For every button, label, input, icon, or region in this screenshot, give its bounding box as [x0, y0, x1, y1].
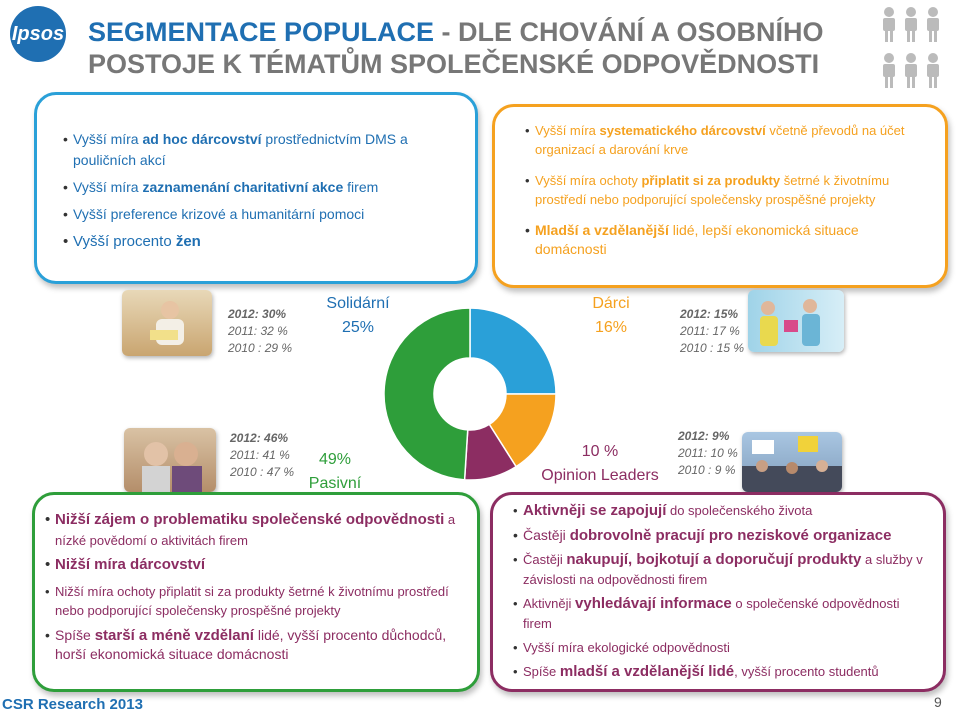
pasivni-label: 49% Pasivní [308, 451, 362, 492]
people-icon [880, 4, 956, 94]
list-item: • Nižší míra dárcovství [45, 555, 465, 574]
elderly-couple-photo [124, 428, 216, 492]
list-item: • Častěji nakupují, bojkotují a doporučují produkty a služby v závislosti na odpovědnosti firem [513, 550, 931, 590]
pasivni-box [32, 492, 480, 692]
pasivni-stats: 2012: 46% 2011: 41 % 2010 : 47 % [230, 431, 295, 479]
darci-stats: 2012: 15% 2011: 17 % 2010 : 15 % [680, 307, 745, 355]
solidarni-stats: 2012: 30% 2011: 32 % 2010 : 29 % [228, 307, 293, 355]
opinion-list [513, 501, 931, 682]
list-item: • Nižší míra ochoty připlatit si za produkty šetrné k životnímu prostředí nebo podporující společensky prospěšné projekty [45, 582, 465, 620]
list-item: • Vyšší míra zaznamenání charitativní akce firem [63, 177, 461, 198]
donut-slice-3 [384, 308, 470, 480]
opinion-label: 10 % Opinion Leaders [541, 443, 659, 484]
protest-photo [742, 432, 842, 492]
list-item: • Spíše starší a méně vzdělaní lidé, vyšší procento důchodců, horší ekonomická situace domácnosti [45, 626, 465, 664]
list-item: • Vyšší míra ochoty připlatit si za produkty šetrné k životnímu prostředí nebo podporující společensky prospěšné projekty [525, 171, 931, 209]
page-title [88, 16, 848, 80]
title-part2: - DLE CHOVÁNÍ A OSOBNÍHO POSTOJE K TÉMATŮM SPOLEČENSKÉ ODPOVĚDNOSTI [88, 17, 824, 79]
list-item: • Vyšší preference krizové a humanitární pomoci [63, 204, 461, 225]
list-item: • Častěji dobrovolně pracují pro neziskové organizace [513, 525, 931, 546]
woman-reading-photo [122, 290, 212, 356]
donut-slice-0 [470, 308, 556, 394]
list-item: • Spíše mladší a vzdělanější lidé, vyšší procento studentů [513, 662, 931, 682]
list-item: • Aktivněji vyhledávají informace o společenské odpovědnosti firem [513, 594, 931, 634]
list-item: • Aktivněji se zapojují do společenského života [513, 501, 931, 521]
solidarni-box [34, 92, 478, 284]
page-number: 9 [934, 694, 942, 710]
list-item: • Vyšší míra systematického dárcovství včetně převodů na účet organizací a darování krve [525, 121, 931, 159]
solidarni-list [63, 129, 461, 252]
ipsos-logo [10, 6, 66, 62]
opinion-stats: 2012: 9% 2011: 10 % 2010 : 9 % [678, 429, 738, 477]
list-item: • Nižší zájem o problematiku společenské odpovědnosti a nízké povědomí o aktivitách firem [45, 509, 465, 551]
solidarni-label: Solidární 25% [326, 295, 390, 336]
segment-donut-chart [380, 294, 560, 494]
darci-label: Dárci 16% [592, 295, 630, 336]
pasivni-list [45, 509, 465, 664]
list-item: • Vyšší míra ad hoc dárcovství prostřednictvím DMS a pouličních akcí [63, 129, 461, 171]
logo-text: Ipsos [11, 22, 65, 45]
shop-photo [748, 290, 844, 352]
darci-list [525, 121, 931, 259]
darci-box [492, 104, 948, 288]
footer-label: CSR Research 2013 [2, 696, 143, 713]
list-item: • Vyšší procento žen [63, 231, 461, 252]
title-part1: SEGMENTACE POPULACE [88, 17, 435, 47]
opinion-leaders-box [490, 492, 946, 692]
list-item: • Mladší a vzdělanější lidé, lepší ekonomická situace domácnosti [525, 221, 931, 259]
list-item: • Vyšší míra ekologické odpovědnosti [513, 638, 931, 658]
